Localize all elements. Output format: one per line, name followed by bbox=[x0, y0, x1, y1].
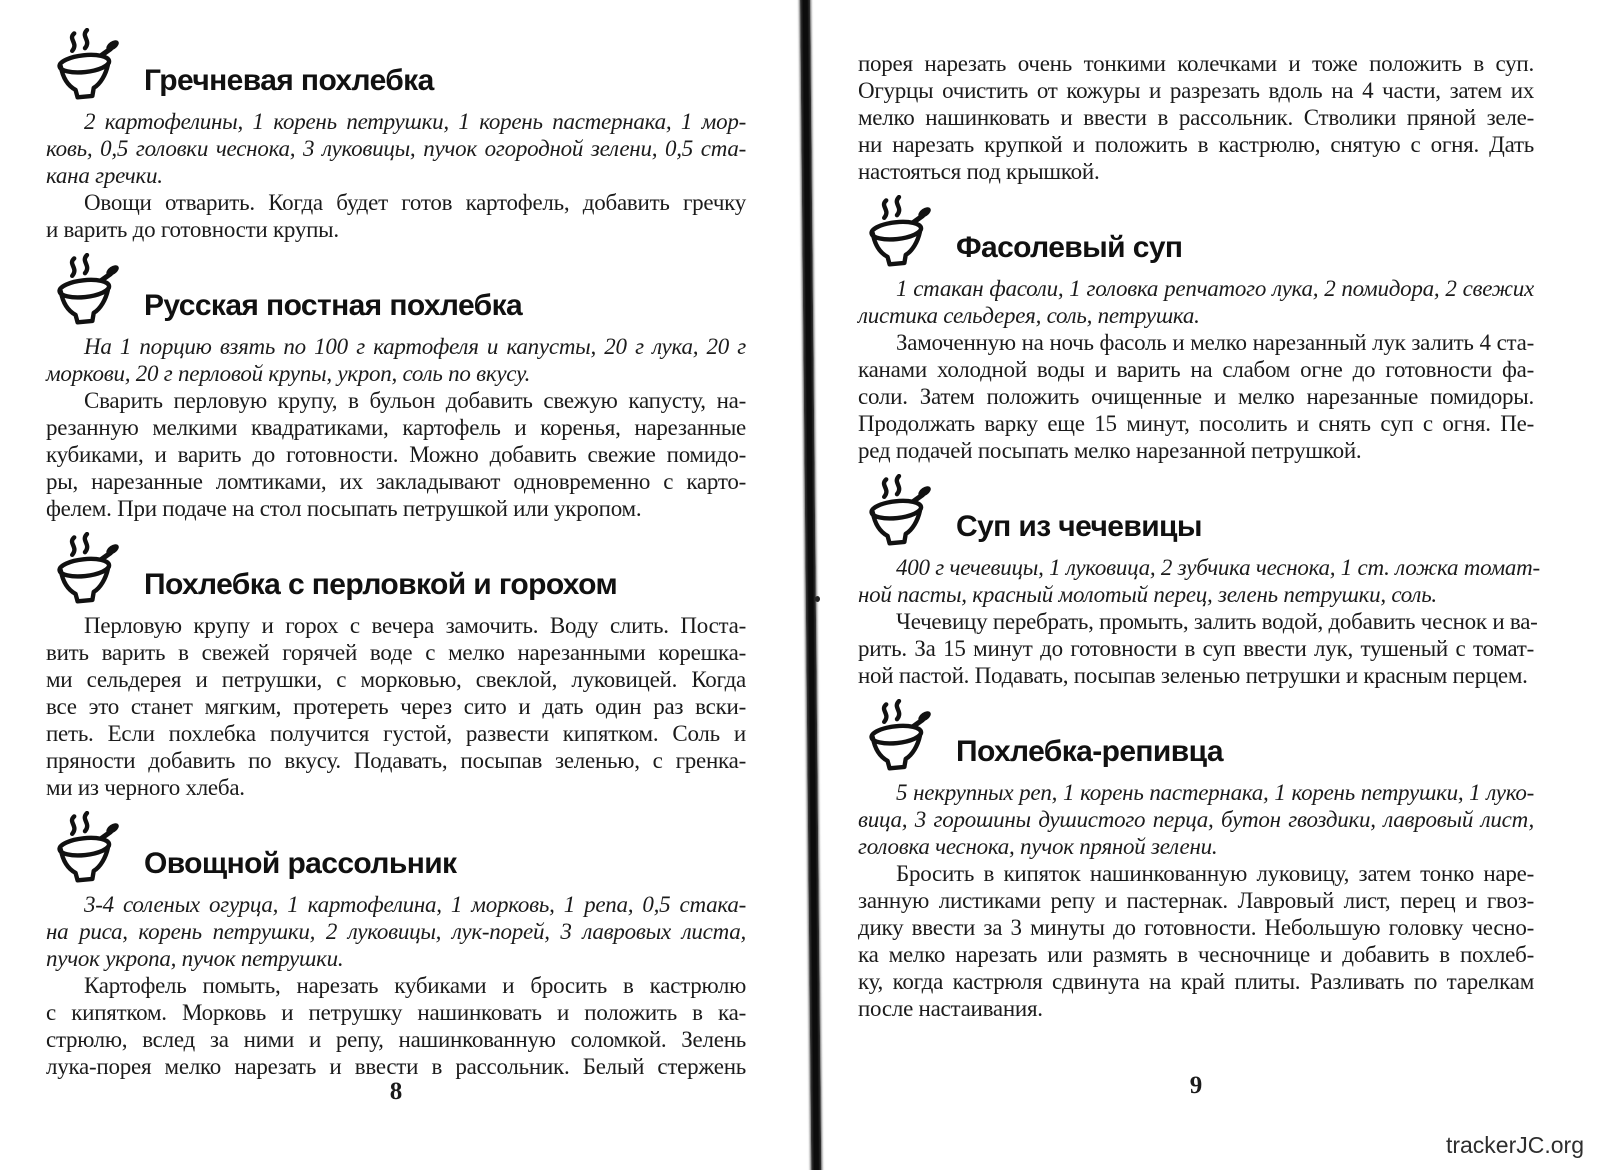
body-line: вить варить в свежей горячей воде с мелко нарезанными корешка- bbox=[46, 640, 746, 665]
body-line: ми из черного хлеба. bbox=[46, 775, 245, 800]
recipe-header bbox=[858, 474, 1534, 548]
body-line: ка мелко нарезать или размять в чесночнице и добавить в похлеб- bbox=[858, 942, 1534, 967]
body-line: фелем. При подаче на стол посыпать петрушкой или укропом. bbox=[46, 496, 642, 521]
recipe-section bbox=[46, 253, 746, 522]
recipe-section bbox=[858, 699, 1534, 1022]
recipe-header bbox=[46, 811, 746, 885]
recipe-section bbox=[858, 474, 1540, 689]
body-line: стрюлю, вслед за ними и репу, нашинкованную соломкой. Зелень bbox=[46, 1027, 746, 1052]
body-line: лука-порея мелко нарезать и ввести в рассольник. Белый стержень bbox=[46, 1054, 746, 1079]
recipe-section bbox=[46, 28, 746, 243]
ingredients-line: моркови, 20 г перловой крупы, укроп, соль по вкусу. bbox=[46, 361, 531, 386]
recipe-title: Русская постная похлебка bbox=[144, 289, 523, 322]
steaming-bowl-icon-wrap bbox=[858, 474, 940, 548]
body-line: порея нарезать очень тонкими колечками и тоже положить в суп. bbox=[858, 51, 1534, 76]
ingredients-line: листика сельдерея, соль, петрушка. bbox=[858, 303, 1200, 328]
recipe-title: Гречневая похлебка bbox=[144, 64, 434, 97]
body-line: Бросить в кипяток нашинкованную луковицу, затем тонко наре- bbox=[896, 861, 1534, 886]
ingredients-line: вица, 3 горошины душистого перца, бутон гвоздики, лавровый лист, bbox=[858, 807, 1534, 832]
ingredients-line: 5 некрупных реп, 1 корень пастернака, 1 корень петрушки, 1 луко- bbox=[896, 780, 1534, 805]
ingredients-line: кана гречки. bbox=[46, 163, 163, 188]
recipe-title: Овощной рассольник bbox=[144, 847, 457, 880]
scan-speck bbox=[815, 596, 820, 602]
steaming-bowl-icon-wrap bbox=[46, 28, 128, 102]
recipe-title: Похлебка-репивца bbox=[956, 735, 1223, 768]
body-line: ной пастой. Подавать, посыпав зеленью петрушки и красным перцем. bbox=[858, 663, 1528, 688]
steaming-bowl-icon bbox=[46, 811, 128, 885]
recipe-header bbox=[46, 253, 746, 327]
recipe-title: Суп из чечевицы bbox=[956, 510, 1202, 543]
body-line: ры, нарезанные ломтиками, их закладывают одновременно с карто- bbox=[46, 469, 746, 494]
steaming-bowl-icon bbox=[858, 699, 940, 773]
body-line: и варить до готовности крупы. bbox=[46, 217, 339, 242]
recipe-section bbox=[46, 811, 746, 1080]
body-line: соли. Затем положить очищенные и мелко нарезанные помидоры. bbox=[858, 384, 1534, 409]
body-line: ред подачей посыпать мелко нарезанной петрушкой. bbox=[858, 438, 1362, 463]
recipe-header bbox=[858, 699, 1534, 773]
body-line: пряности добавить по вкусу. Подавать, посыпав зеленью, с гренка- bbox=[46, 748, 746, 773]
body-line: Сварить перловую крупу, в бульон добавить свежую капусту, на- bbox=[84, 388, 746, 413]
steaming-bowl-icon bbox=[46, 28, 128, 102]
recipe-title: Фасолевый суп bbox=[956, 231, 1183, 264]
body-line: кубиками, и варить до готовности. Можно добавить свежие помидо- bbox=[46, 442, 746, 467]
body-line: все это станет мягким, протереть через сито и дать один раз вски- bbox=[46, 694, 746, 719]
body-line: Замоченную на ночь фасоль и мелко нарезанный лук залить 4 ста- bbox=[896, 330, 1534, 355]
recipe-header bbox=[858, 195, 1534, 269]
body-line: ни нарезать крупкой и положить в кастрюлю, снятую с огня. Дать bbox=[858, 132, 1534, 157]
body-line: Перловую крупу и горох с вечера замочить. Воду слить. Поста- bbox=[84, 613, 746, 638]
steaming-bowl-icon-wrap bbox=[46, 532, 128, 606]
recipe-section bbox=[46, 532, 746, 801]
ingredients-line: на риса, корень петрушки, 2 луковицы, лук-порей, 3 лавровых листа, bbox=[46, 919, 746, 944]
body-line: Продолжать варку еще 15 минут, посолить и снять суп с огня. Пе- bbox=[858, 411, 1534, 436]
ingredients-line: головка чеснока, пучок пряной зелени. bbox=[858, 834, 1218, 859]
body-line: канами холодной воды и варить на слабом огне до готовности фа- bbox=[858, 357, 1534, 382]
steaming-bowl-icon bbox=[858, 474, 940, 548]
ingredients-line: ной пасты, красный молотый перец, зелень петрушки, соль. bbox=[858, 582, 1437, 607]
book-page-left bbox=[46, 0, 746, 1080]
body-line: рить. За 15 минут до готовности в суп ввести лук, тушеный с томат- bbox=[858, 636, 1534, 661]
body-line: с кипятком. Морковь и петрушку нашинковать и положить в ка- bbox=[46, 1000, 746, 1025]
steaming-bowl-icon-wrap bbox=[858, 195, 940, 269]
recipe-section bbox=[858, 50, 1534, 185]
binding-gutter-shadow bbox=[800, 0, 821, 1170]
page-number-right: 9 bbox=[1189, 1072, 1203, 1099]
steaming-bowl-icon-wrap bbox=[46, 253, 128, 327]
body-line: мелко нашинковать и ввести в рассольник. Стволики пряной зеле- bbox=[858, 105, 1534, 130]
steaming-bowl-icon bbox=[46, 532, 128, 606]
ingredients-line: 1 стакан фасоли, 1 головка репчатого лука, 2 помидора, 2 свежих bbox=[896, 276, 1534, 301]
ingredients-line: ковь, 0,5 головки чеснока, 3 луковицы, пучок огородной зелени, 0,5 ста- bbox=[46, 136, 746, 161]
body-line: Картофель помыть, нарезать кубиками и бросить в кастрюлю bbox=[84, 973, 746, 998]
watermark-text: trackerJC.org bbox=[1445, 1132, 1584, 1158]
body-line: настояться под крышкой. bbox=[858, 159, 1100, 184]
body-line: петь. Если похлебка получится густой, развести кипятком. Соль и bbox=[46, 721, 746, 746]
ingredients-line: 3-4 соленых огурца, 1 картофелина, 1 морковь, 1 репа, 0,5 стака- bbox=[84, 892, 746, 917]
steaming-bowl-icon-wrap bbox=[46, 811, 128, 885]
body-line: дику ввести за 3 минуты до готовности. Небольшую головку чесно- bbox=[858, 915, 1534, 940]
steaming-bowl-icon bbox=[858, 195, 940, 269]
steaming-bowl-icon-wrap bbox=[858, 699, 940, 773]
body-line: занную листиками репу и пастернак. Лавровый лист, перец и гвоз- bbox=[858, 888, 1534, 913]
ingredients-line: 400 г чечевицы, 1 луковица, 2 зубчика чеснока, 1 ст. ложка томат- bbox=[896, 555, 1540, 580]
book-page-right bbox=[858, 0, 1540, 1022]
body-line: Огурцы очистить от кожуры и разрезать вдоль на 4 части, затем их bbox=[858, 78, 1534, 103]
page-number-left: 8 bbox=[389, 1078, 403, 1105]
recipe-title: Похлебка с перловкой и горохом bbox=[144, 568, 618, 601]
body-line: после настаивания. bbox=[858, 996, 1043, 1021]
body-line: резанную мелкими квадратиками, картофель и коренья, нарезанные bbox=[46, 415, 746, 440]
ingredients-line: 2 картофелины, 1 корень петрушки, 1 корень пастернака, 1 мор- bbox=[84, 109, 746, 134]
ingredients-line: пучок укропа, пучок петрушки. bbox=[46, 946, 344, 971]
body-line: ку, когда кастрюля сдвинута на край плиты. Разливать по тарелкам bbox=[858, 969, 1534, 994]
ingredients-line: На 1 порцию взять по 100 г картофеля и капусты, 20 г лука, 20 г bbox=[84, 334, 746, 359]
steaming-bowl-icon bbox=[46, 253, 128, 327]
body-line: Овощи отварить. Когда будет готов картофель, добавить гречку bbox=[84, 190, 746, 215]
recipe-section bbox=[858, 195, 1534, 464]
body-line: ми сельдерея и петрушки, с морковью, свеклой, луковицей. Когда bbox=[46, 667, 746, 692]
recipe-header bbox=[46, 532, 746, 606]
recipe-header bbox=[46, 28, 746, 102]
body-line: Чечевицу перебрать, промыть, залить водой, добавить чеснок и ва- bbox=[896, 609, 1538, 634]
